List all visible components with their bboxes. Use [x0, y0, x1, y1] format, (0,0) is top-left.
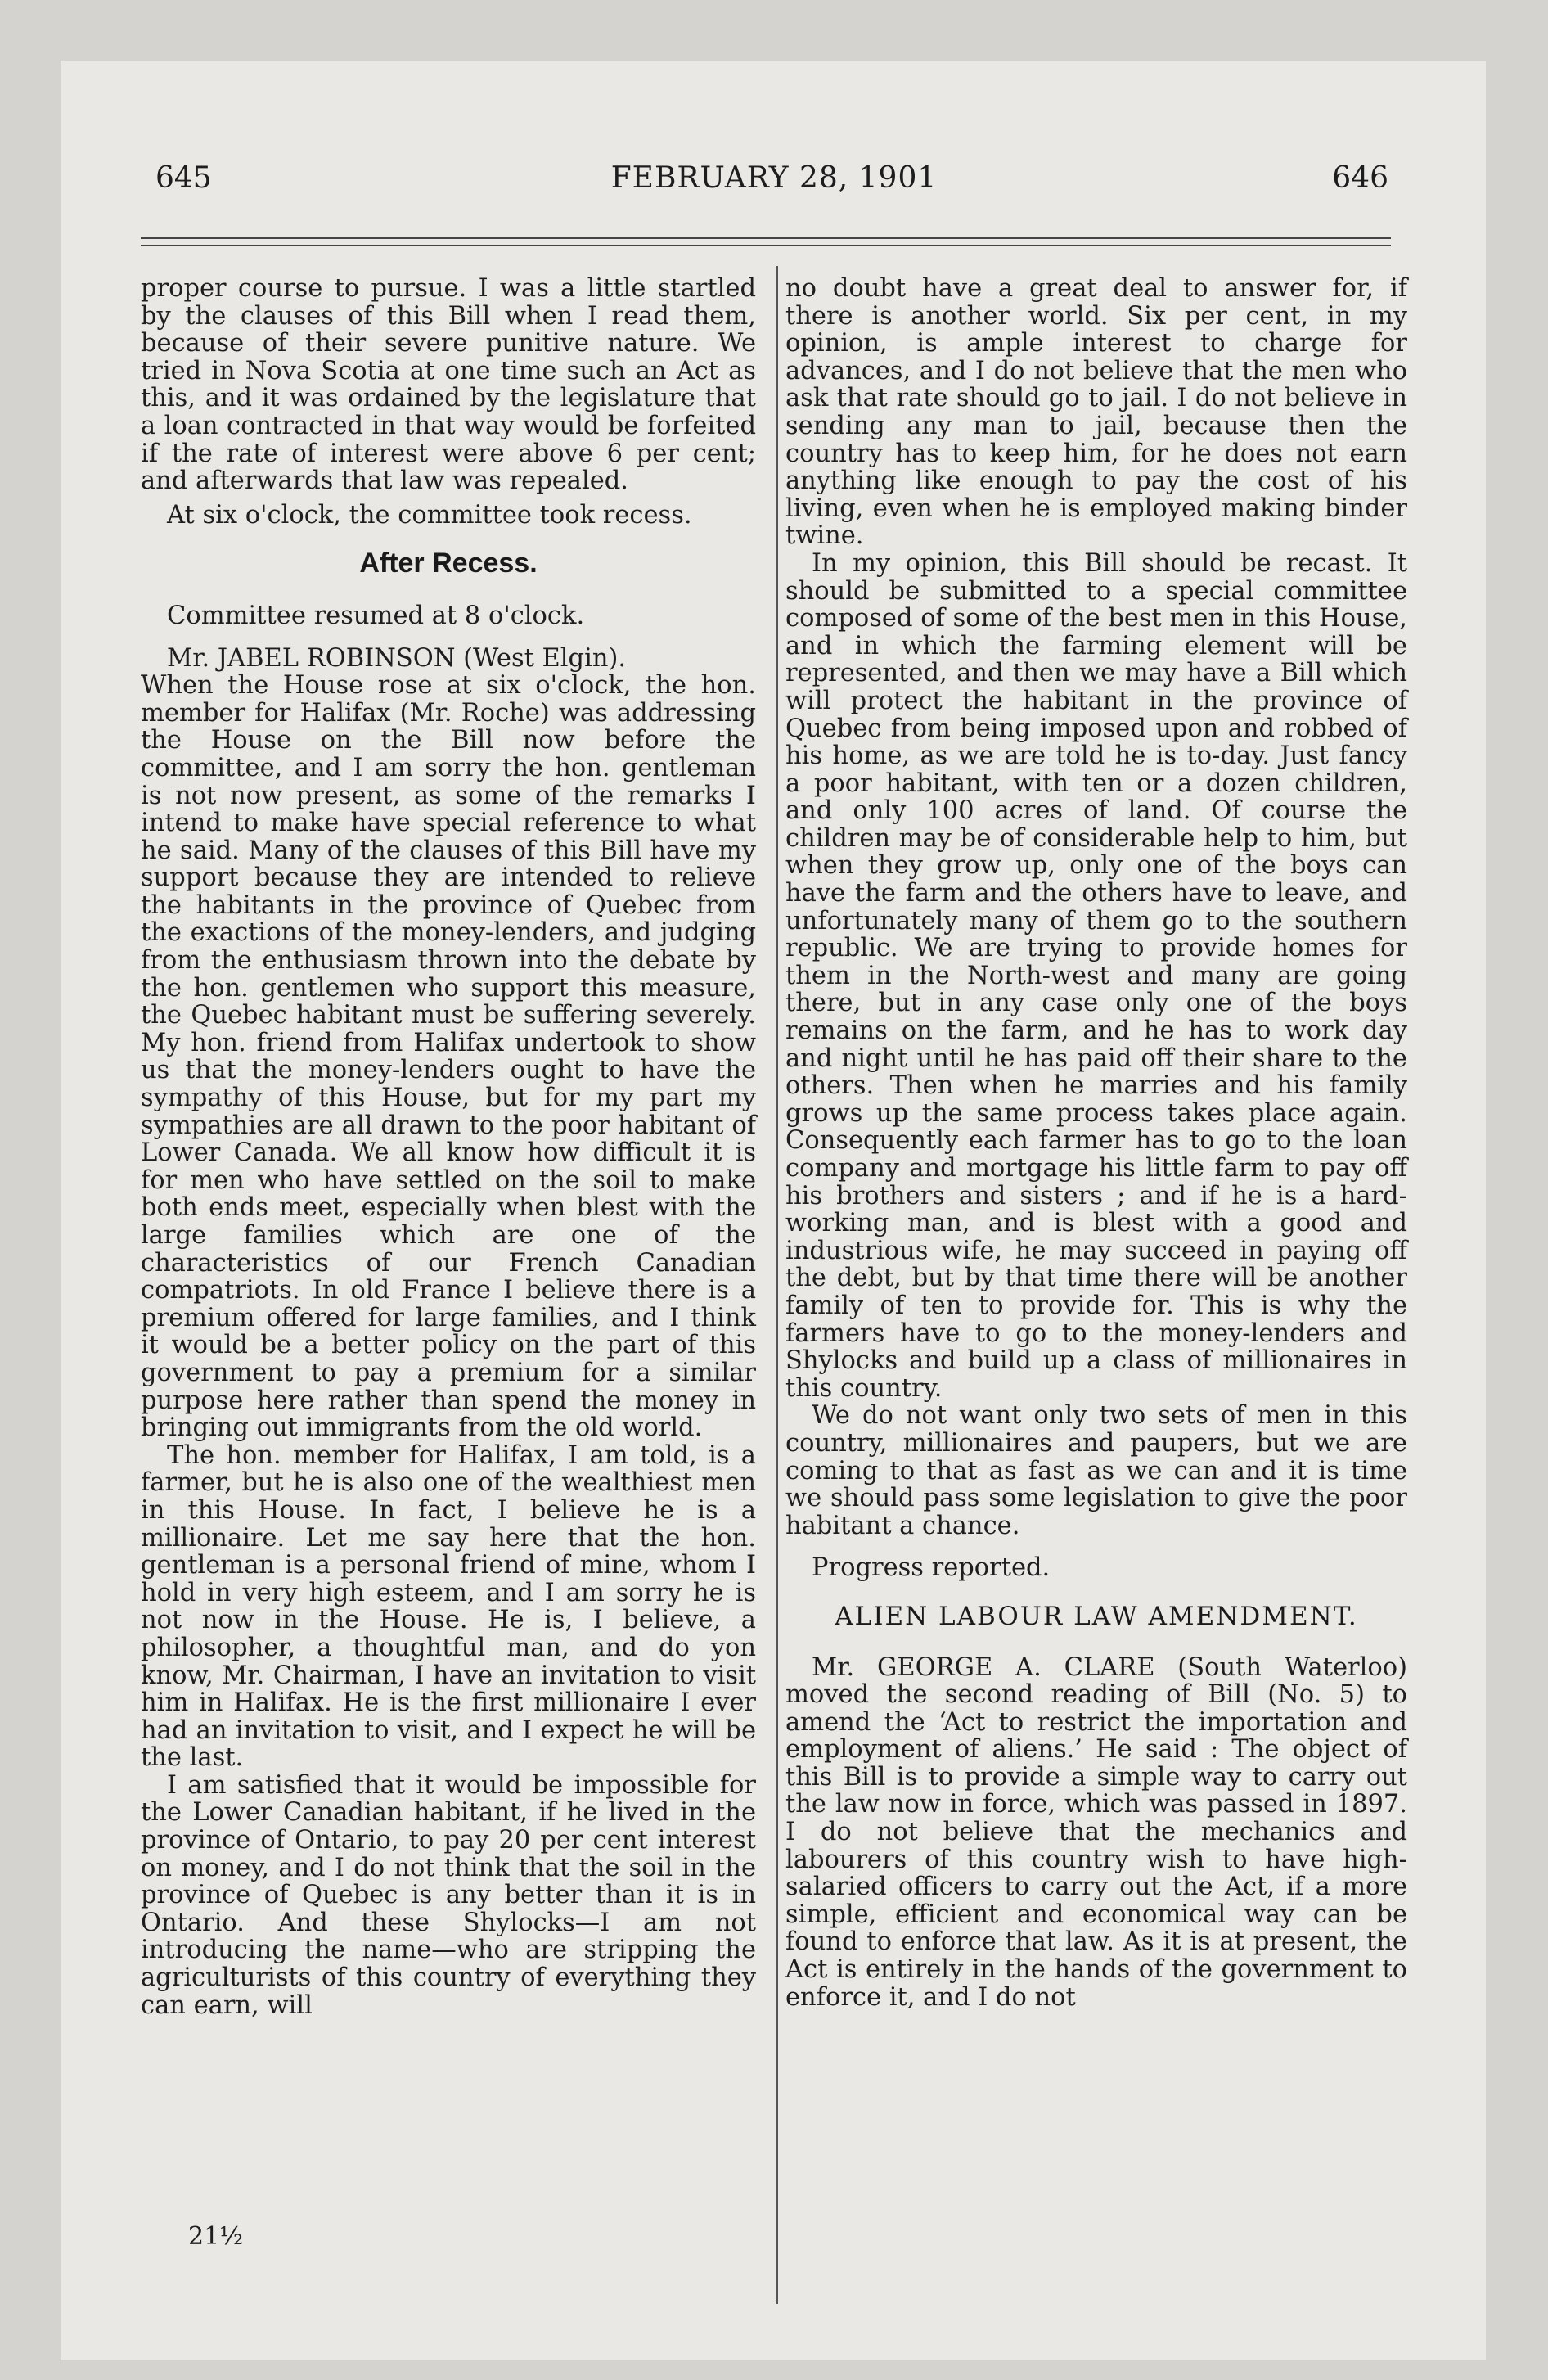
column-divider: [776, 266, 778, 2304]
paragraph: Progress reported.: [812, 1553, 1051, 1583]
section-heading: After Recess.: [359, 548, 538, 579]
paragraph: When the House rose at six o'clock, the hon. member for Halifax (Mr. Roche) was addressing the House on the Bill now before the committee, and I am sorry the hon. gentleman is not now present, as some of the remarks I intend to make have special reference to what he said. Many of the clauses of this Bill have my support because they are intended to relieve the habitants in the province of Quebec from the exactions of the money-lenders, and judging from the enthusiasm thrown into the debate by the hon. gentlemen who support this measure, the Quebec habitant must be suffering severely. My hon. friend from Halifax undertook to show us that the money-lenders ought to have the sympathy of this House, but for my part my sympathies are all drawn to the poor habitant of Lower Canada. We all know how difficult it is for men who have settled on the soil to make both ends meet, especially when blest with the large families which are one of the characteristics of our French Canadian compatriots. In old France I believe there is a premium offered for large families, and I think it would be a better policy on the part of this government to pay a premium for a similar purpose here rather than spend the money in bringing out immigrants from the old world.: [141, 671, 756, 1443]
page-date: FEBRUARY 28, 1901: [610, 161, 938, 195]
paragraph: Mr. GEORGE A. CLARE (South Waterloo) moved the second reading of Bill (No. 5) to amend the ‘Act to restrict the importation and employment of aliens.’ He said : The object of this Bill is to provide a simple way to carry out the law now in force, which was passed in 1897. I do not believe that the mechanics and labourers of this country wish to have high-salaried officers to carry out the Act, if a more simple, efficient and economical way can be found to enforce that law. As it is at present, the Act is entirely in the hands of the government to enforce it, and I do not: [785, 1652, 1407, 2012]
page-number-left: 645: [155, 161, 212, 195]
paragraph: At six o'clock, the committee took recess.: [167, 500, 692, 530]
header-rule: [141, 237, 1391, 239]
paragraph: I am satisfied that it would be impossible for the Lower Canadian habitant, if he lived in the province of Ontario, to pay 20 per cent interest on money, and I do not think that the soil in the province of Quebec is any better than it is in Ontario. And these Shylocks—I am not introducing the name—who are stripping the agriculturists of this country of everything they can earn, will: [141, 1770, 756, 2020]
paragraph: proper course to pursue. I was a little startled by the clauses of this Bill when I read them, because of their severe punitive nature. We tried in Nova Scotia at one time such an Act as this, and it was ordained by the legislature that a loan contracted in that way would be forfeited if the rate of interest were above 6 per cent; and afterwards that law was repealed.: [141, 274, 756, 496]
paragraph: We do not want only two sets of men in this country, millionaires and paupers, but we are coming to that as fast as we can and it is time we should pass some legislation to give the poor habitant a chance.: [785, 1401, 1407, 1540]
signature-mark: 21½: [188, 2222, 244, 2251]
paragraph: no doubt have a great deal to answer for, if there is another world. Six per cent, in my opinion, is ample interest to charge for advances, and I do not believe that the men who ask that rate should go to jail. I do not believe in sending any man to jail, because then the country has to keep him, for he does not earn anything like enough to pay the cost of his living, even when he is employed making binder twine.: [785, 274, 1407, 551]
right-column: [785, 275, 1407, 2011]
section-heading: ALIEN LABOUR LAW AMENDMENT.: [835, 1601, 1358, 1631]
speaker-line: Mr. JABEL ROBINSON (West Elgin).: [167, 643, 627, 673]
paragraph: In my opinion, this Bill should be recast. It should be submitted to a special committee composed of some of the best men in this House, and in which the farming element will be represented, and then we may have a Bill which will protect the habitant in the province of Quebec from being imposed upon and robbed of his home, as we are told he is to-day. Just fancy a poor habitant, with ten or a dozen children, and only 100 acres of land. Of course the children may be of considerable help to him, but when they grow up, only one of the boys can have the farm and the others have to leave, and unfortunately many of them go to the southern republic. We are trying to provide homes for them in the North-west and many are going there, but in any case only one of the boys remains on the farm, and he has to work day and night until he has paid off their share to the others. Then when he marries and his family grows up the same process takes place again. Consequently each farmer has to go to the loan company and mortgage his little farm to pay off his brothers and sisters ; and if he is a hard-working man, and is blest with a good and industrious wife, he may succeed in paying off the debt, but by that time there will be another family of ten to provide for. This is why the farmers have to go to the money-lenders and Shylocks and build up a class of millionaires in this country.: [785, 548, 1407, 1403]
paragraph: The hon. member for Halifax, I am told, is a farmer, but he is also one of the wealthiest men in this House. In fact, I believe he is a millionaire. Let me say here that the hon. gentleman is a personal friend of mine, whom I hold in very high esteem, and I am sorry he is not now in the House. He is, I believe, a philosopher, a thoughtful man, and do yon know, Mr. Chairman, I have an invitation to visit him in Halifax. He is the first millionaire I ever had an invitation to visit, and I expect he will be the last.: [141, 1440, 756, 1773]
paragraph: Committee resumed at 8 o'clock.: [167, 601, 585, 630]
left-column: [141, 275, 756, 2019]
header-rule-thin: [141, 245, 1391, 246]
page-number-right: 646: [1332, 161, 1388, 195]
